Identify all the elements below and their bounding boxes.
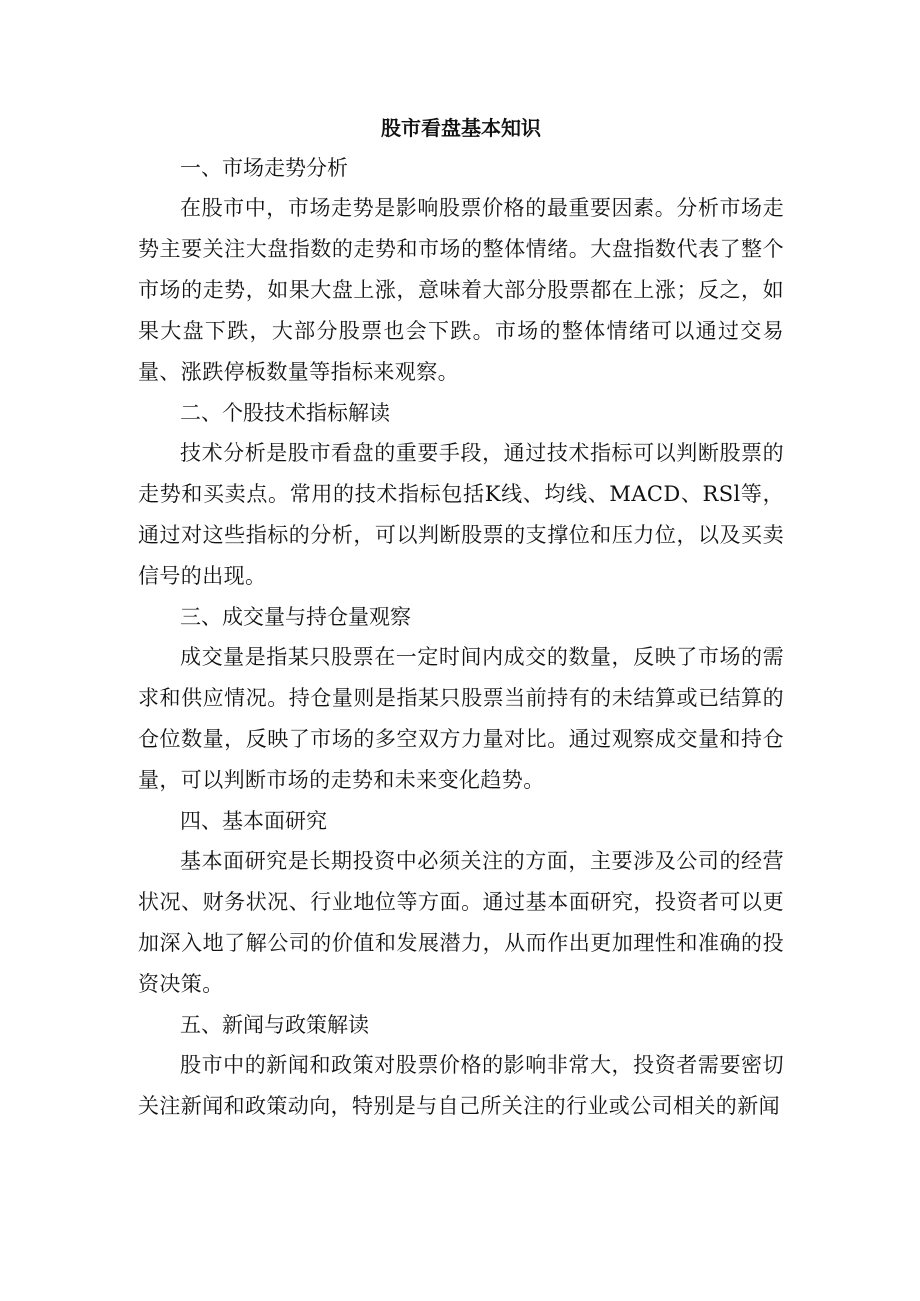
section-body-technical-indicators: 技术分析是股市看盘的重要手段，通过技术指标可以判断股票的走势和买卖点。常用的技术指标包括K线、均线、MACD、RSl等，通过对这些指标的分析，可以判断股票的支撑位和压力位，以及买卖信号的出现。 xyxy=(138,441,784,588)
section-body-fundamentals: 基本面研究是长期投资中必须关注的方面，主要涉及公司的经营状况、财务状况、行业地位等方面。通过基本面研究，投资者可以更加深入地了解公司的价值和发展潜力，从而作出更加理性和准确的投资决策。 xyxy=(138,849,784,996)
section-heading-technical-indicators: 二、个股技术指标解读 xyxy=(180,401,390,425)
document-title: 股市看盘基本知识 xyxy=(381,116,541,140)
section-body-volume-position: 成交量是指某只股票在一定时间内成交的数量，反映了市场的需求和供应情况。持仓量则是指某只股票当前持有的未结算或已结算的仓位数量，反映了市场的多空双方力量对比。通过观察成交量和持仓量，可以判断市场的走势和未来变化趋势。 xyxy=(138,645,784,792)
document-content xyxy=(138,108,784,1127)
section-body-market-trend: 在股市中，市场走势是影响股票价格的最重要因素。分析市场走势主要关注大盘指数的走势和市场的整体情绪。大盘指数代表了整个市场的走势，如果大盘上涨，意味着大部分股票都在上涨；反之，如果大盘下跌，大部分股票也会下跌。市场的整体情绪可以通过交易量、涨跌停板数量等指标来观察。 xyxy=(138,196,784,384)
section-body-news-policy: 股市中的新闻和政策对股票价格的影响非常大，投资者需要密切关注新闻和政策动向，特别是与自己所关注的行业或公司相关的新闻 xyxy=(138,1053,784,1118)
section-heading-market-trend: 一、市场走势分析 xyxy=(180,156,348,180)
section-heading-volume-position: 三、成交量与持仓量观察 xyxy=(180,605,411,629)
section-heading-news-policy: 五、新闻与政策解读 xyxy=(180,1013,369,1037)
section-heading-fundamentals: 四、基本面研究 xyxy=(180,809,327,833)
